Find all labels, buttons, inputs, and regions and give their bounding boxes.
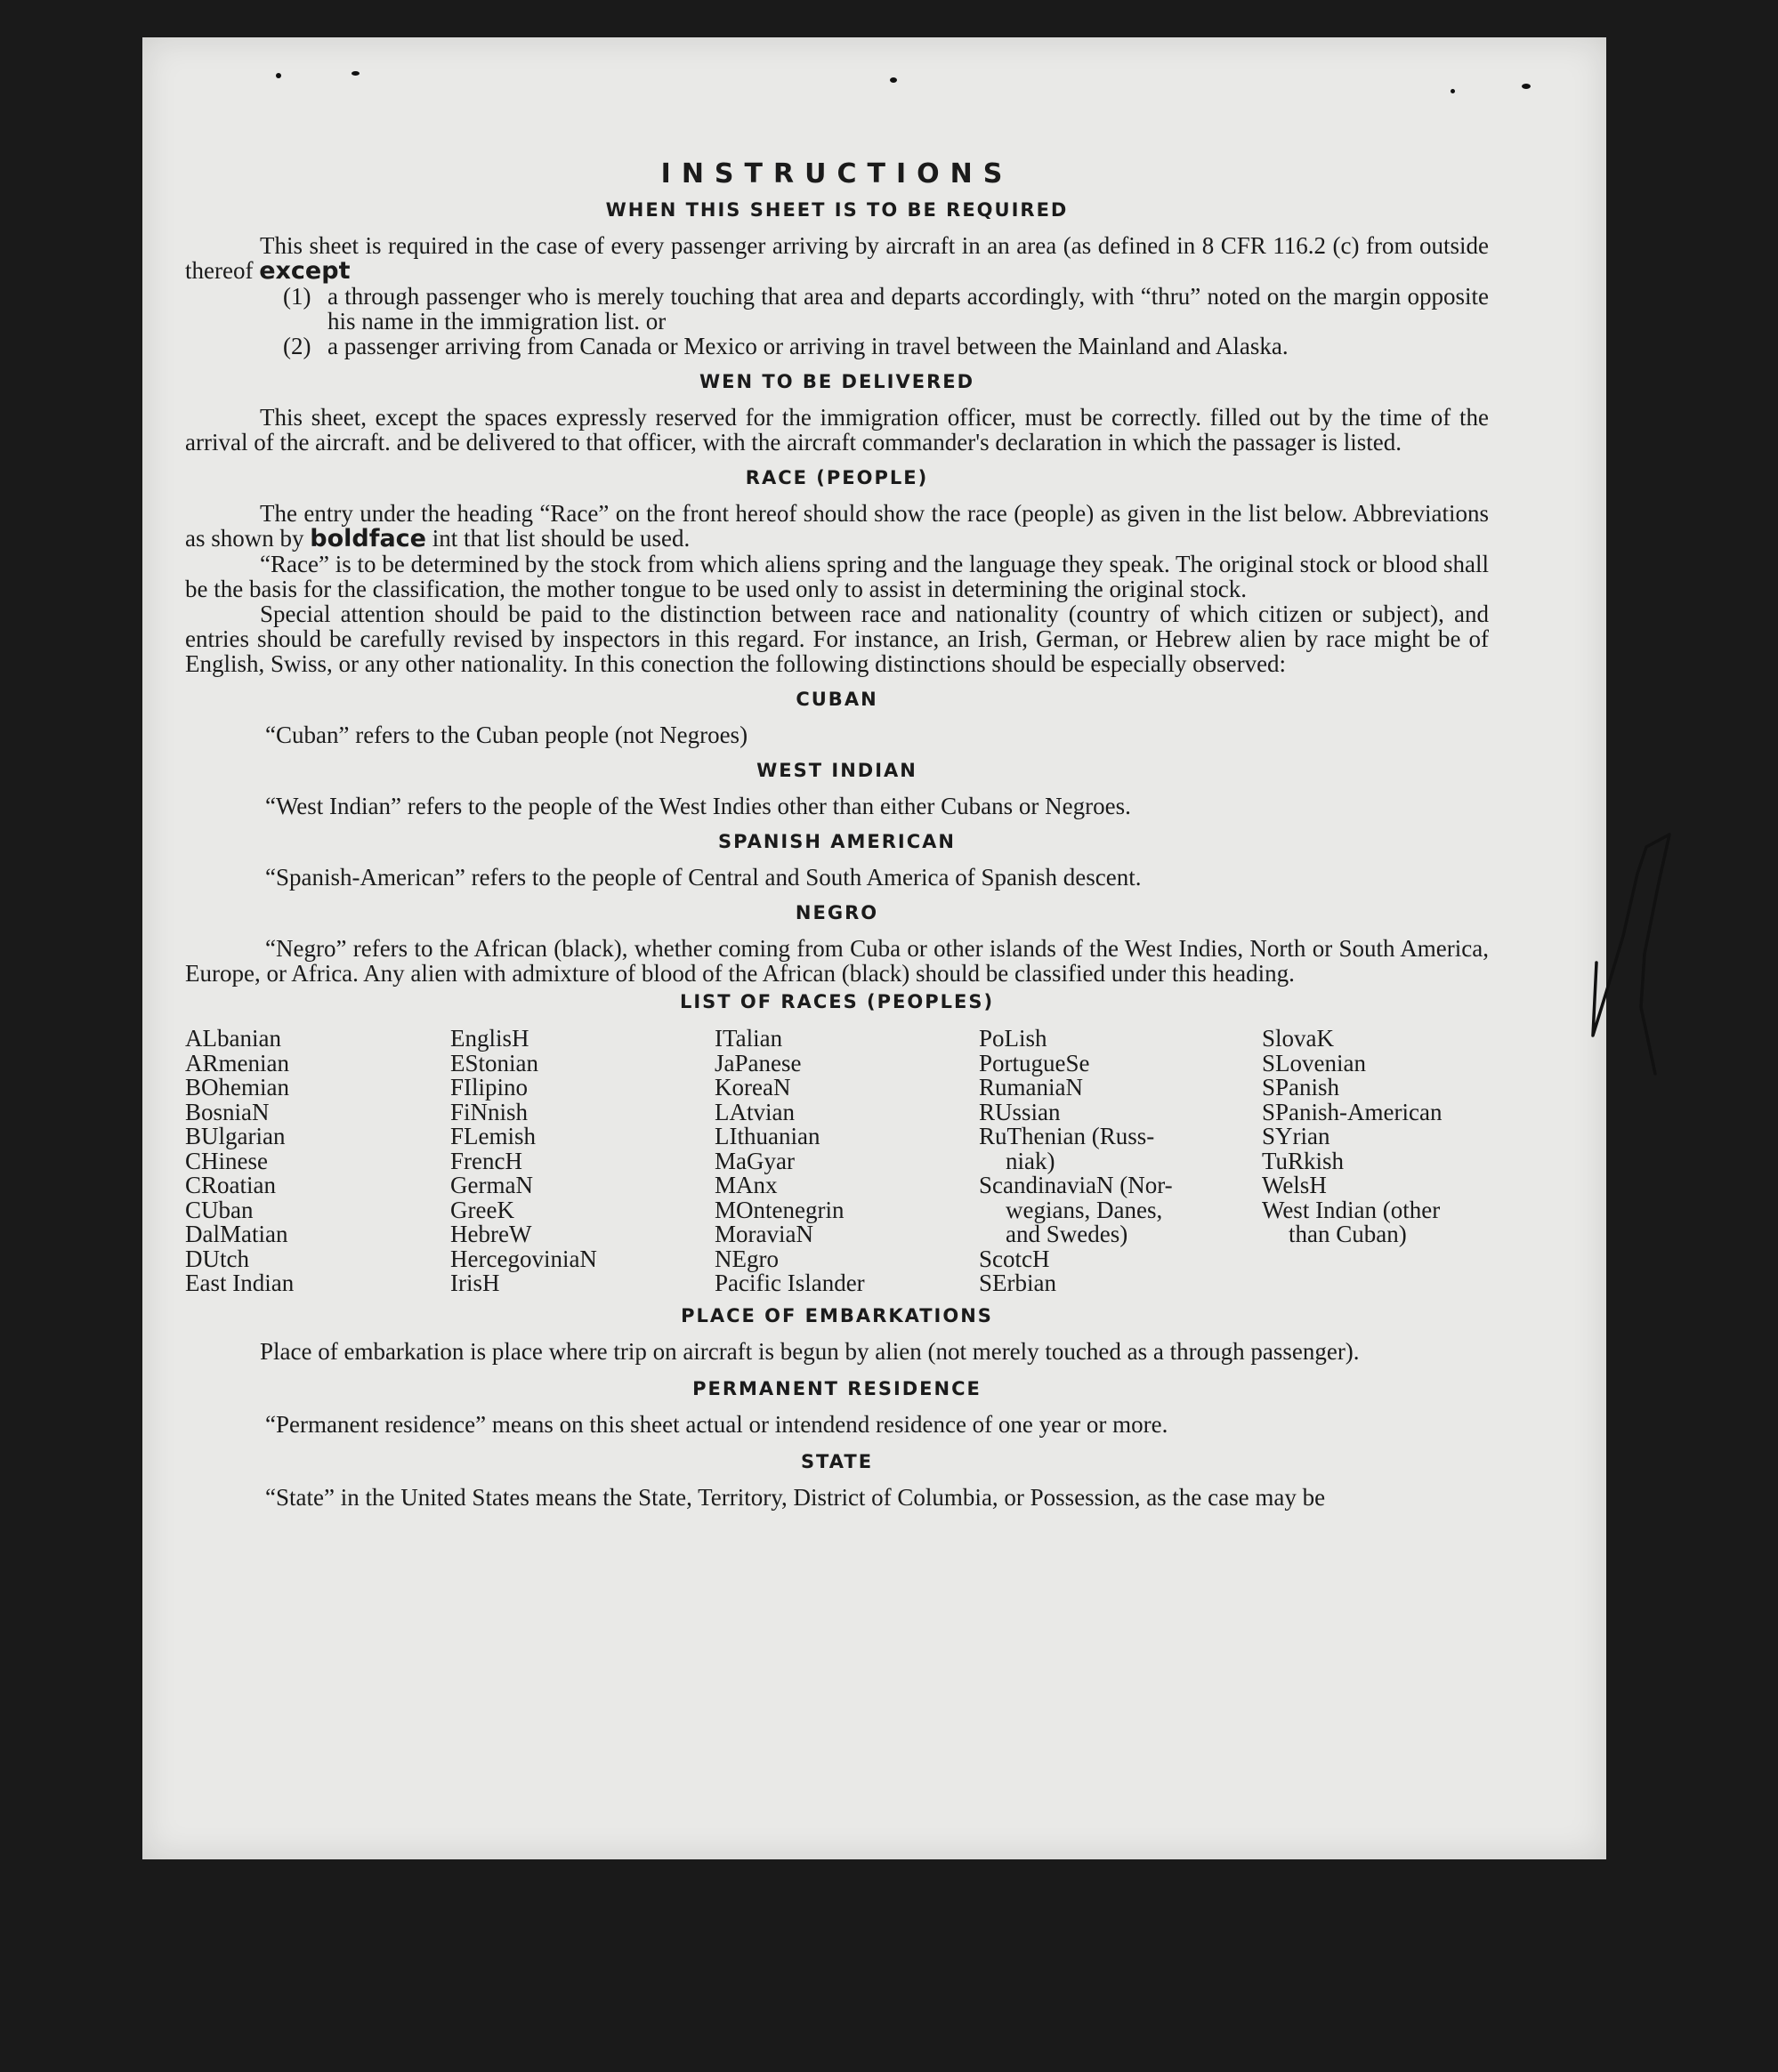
- negro-definition: “Negro” refers to the African (black), whether coming from Cuba or other islands of the West Indies, North or South America, Europe, or Africa. Any alien with admixture of blood of the African (black) should be classified under this heading.: [185, 935, 1489, 987]
- embarkation-definition: Place of embarkation is place where trip on aircraft is begun by alien (not merely touched as a through passenger).: [260, 1337, 1360, 1365]
- heading-when-delivered: WEN TO BE DELIVERED: [699, 371, 975, 392]
- races-column-5: SlovaK SLovenian SPanish SPanish-American SYrian TuRkish WelsH West Indian (other than Cuban): [1262, 1025, 1443, 1247]
- exception-item-1: (1) a through passenger who is merely touching that area and departs accordingly, with “thru” noted on the margin opposite his name in the immigration list. or: [283, 283, 1489, 335]
- races-column-4: PoLish PortugueSe RumaniaN RUssian RuThenian (Russ- niak) ScandinaviaN (Nor- wegians, Danes, and Swedes) ScotcH SErbian: [979, 1025, 1173, 1296]
- speck: [1522, 84, 1531, 89]
- races-column-1: ALbanian ARmenian BOhemian BosniaN BUlgarian CHinese CRoatian CUban DalMatian DUtch East Indian: [185, 1025, 295, 1296]
- speck: [890, 77, 897, 83]
- heading-west-indian: WEST INDIAN: [756, 760, 917, 781]
- cuban-definition: “Cuban” refers to the Cuban people (not Negroes): [265, 722, 748, 748]
- west-indian-definition: “West Indian” refers to the people of the West Indies other than either Cubans or Negroes.: [265, 793, 1131, 819]
- heading-spanish-american: SPANISH AMERICAN: [718, 831, 956, 852]
- heading-race: RACE (PEOPLE): [745, 467, 929, 488]
- spanish-american-definition: “Spanish-American” refers to the people of Central and South America of Spanish descent.: [265, 864, 1142, 891]
- races-column-3: ITalian JaPanese KoreaN LAtvian LIthuanian MaGyar MAnx MOntenegrin MoraviaN NEgro Pacific Islander: [715, 1025, 865, 1296]
- heading-state: STATE: [800, 1450, 874, 1472]
- races-table: [185, 1027, 1489, 1296]
- handwritten-check-mark: [1584, 829, 1691, 1087]
- state-definition: “State” in the United States means the State, Territory, District of Columbia, or Possession, as the case may be: [265, 1483, 1326, 1511]
- exception-item-2: (2) a passenger arriving from Canada or Mexico or arriving in travel between the Mainland and Alaska.: [283, 333, 1289, 359]
- when-delivered-text: This sheet, except the spaces expressly reserved for the immigration officer, must be correctly. filled out by the time of the arrival of the aircraft. and be delivered to that officer, with the aircraft commander's declaration in which the passager is listed.: [185, 404, 1489, 456]
- document-sheet: [142, 37, 1606, 1859]
- speck: [352, 71, 360, 76]
- when-required-intro: This sheet is required in the case of every passenger arriving by aircraft in an area (as defined in 8 CFR 116.2 (c) from outside thereof except: [185, 232, 1489, 285]
- race-paragraph-3: Special attention should be paid to the distinction between race and nationality (country of which citizen or subject), and entries should be carefully revised by inspectors in this regard. For instance, an Irish, German, or Hebrew alien by race might be of English, Swiss, or any other nationality. In this conection the following distinctions should be especially observed:: [185, 601, 1489, 677]
- instructions-content: [185, 158, 1489, 1513]
- race-paragraph-2: “Race” is to be determined by the stock from which aliens spring and the language they speak. The original stock or blood shall be the basis for the classification, the mother tongue to be used only to assist in determining the original stock.: [185, 551, 1489, 602]
- speck: [276, 73, 281, 78]
- heading-cuban: CUBAN: [796, 689, 878, 710]
- page-title: INSTRUCTIONS: [660, 158, 1014, 189]
- heading-embarkation: PLACE OF EMBARKATIONS: [681, 1304, 993, 1326]
- heading-negro: NEGRO: [795, 902, 879, 923]
- speck: [1451, 89, 1455, 93]
- heading-list-of-races: LIST OF RACES (PEOPLES): [679, 991, 995, 1012]
- permanent-residence-definition: “Permanent residence” means on this sheet actual or intendend residence of one year or more.: [265, 1410, 1168, 1438]
- race-paragraph-1: The entry under the heading “Race” on the front hereof should show the race (people) as given in the list below. Abbreviations as shown by boldface int that list should be used.: [185, 500, 1489, 552]
- races-column-2: EnglisH EStonian FIlipino FiNnish FLemish FrencH GermaN GreeK HebreW HercegoviniaN IrisH: [450, 1025, 597, 1296]
- heading-when-required: WHEN THIS SHEET IS TO BE REQUIRED: [605, 199, 1069, 221]
- heading-permanent-residence: PERMANENT RESIDENCE: [692, 1377, 982, 1399]
